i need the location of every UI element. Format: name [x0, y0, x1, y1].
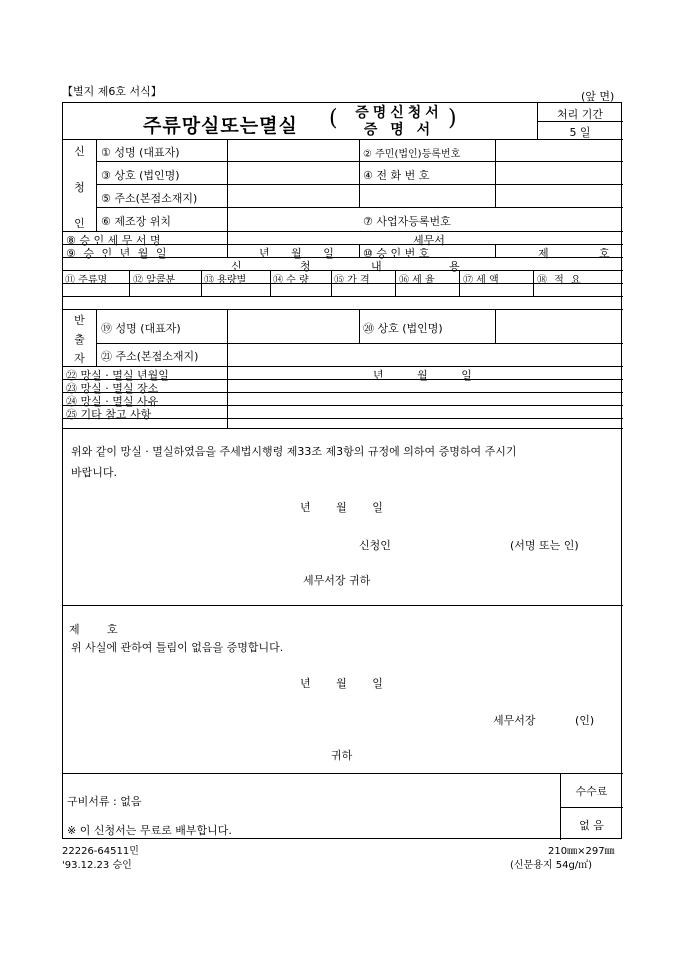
- carrier-name-label: ⑲ 성명 (대표자): [101, 322, 181, 335]
- title-option-certificate: 증 명 서: [363, 122, 435, 138]
- paper-type: (신문용지 54g/㎡): [510, 860, 593, 871]
- applicant-address-label: ⑤ 주소(본점소재지): [101, 192, 198, 205]
- loss-reason-label: ㉔ 망실 · 멸실 사유: [66, 395, 159, 408]
- form-title: 주류망실또는멸실: [143, 115, 298, 137]
- free-distribution-note: ※ 이 신청서는 무료로 배부합니다.: [67, 824, 232, 837]
- approval-no-prefix: 제: [538, 247, 549, 260]
- request-text-line2: 바랍니다.: [71, 466, 118, 479]
- details-title-char-1: 신: [231, 260, 242, 273]
- request-date: 년 월 일: [300, 501, 383, 514]
- col-capacity: ⑬ 용량별: [204, 275, 247, 286]
- form-number: 【별지 제6호 서식】: [62, 85, 162, 98]
- cert-no-prefix: 제: [69, 623, 80, 636]
- processing-period-label: 처리 기간: [556, 108, 603, 121]
- carrier-side-char-2: 출: [74, 333, 85, 346]
- request-addressee: 세무서장 귀하: [303, 574, 371, 587]
- carrier-trade-name-label: ⑳ 상호 (법인명): [363, 322, 443, 335]
- approval-date-value: 년 월 일: [259, 247, 334, 260]
- applicant-phone-label: ④ 전 화 번 호: [363, 169, 430, 182]
- page-side: (앞 면): [581, 90, 615, 103]
- cert-text: 위 사실에 관하여 틀림이 없음을 증명합니다.: [71, 641, 284, 654]
- applicant-id-label: ② 주민(법인)등록번호: [363, 149, 461, 160]
- applicant-name-label: ① 성명 (대표자): [101, 146, 180, 159]
- cert-no-suffix: 호: [107, 623, 118, 636]
- loss-place-label: ㉓ 망실 · 멸실 장소: [66, 382, 159, 395]
- details-title-char-3: 내: [371, 260, 382, 273]
- carrier-side-char-1: 반: [74, 314, 85, 327]
- carrier-side-char-3: 자: [74, 352, 85, 365]
- title-paren-close: ): [448, 106, 457, 131]
- request-signature: (서명 또는 인): [510, 539, 579, 552]
- title-paren-open: (: [329, 106, 338, 131]
- form-table: [62, 102, 622, 839]
- approval-no-suffix: 호: [599, 247, 610, 260]
- cert-issuer: 세무서장: [493, 714, 536, 727]
- applicant-side-char-2: 청: [74, 181, 85, 194]
- approval-no-label: ⑩ 승 인 번 호: [363, 247, 430, 260]
- col-remarks: ⑱ 적 요: [537, 275, 583, 286]
- approval-date-label: ⑨ 승 인 년 월 일: [66, 247, 169, 260]
- col-tax-amount: ⑰ 세 액: [463, 275, 499, 286]
- processing-period-value: 5 일: [569, 126, 591, 139]
- request-text-line1: 위와 같이 망실 · 멸실하였음을 주세법시행령 제33조 제3항의 규정에 의하여 증명하여 주시기: [71, 445, 517, 458]
- col-liquor-name: ⑪ 주류명: [65, 275, 108, 286]
- paper-size: 210㎜×297㎜: [548, 846, 615, 857]
- approval-office-unit: 세무서: [413, 234, 445, 247]
- col-tax-rate: ⑯ 세 율: [399, 275, 435, 286]
- factory-location-label: ⑥ 제조장 위치: [101, 215, 171, 228]
- fee-label: 수수료: [575, 785, 608, 798]
- carrier-address-label: ㉑ 주소(본점소재지): [101, 350, 199, 363]
- col-quantity: ⑭ 수 량: [273, 275, 309, 286]
- applicant-trade-name-label: ③ 상호 (법인명): [101, 169, 180, 182]
- request-applicant-label: 신청인: [359, 539, 391, 552]
- cert-date: 년 월 일: [300, 677, 383, 690]
- loss-date-value: 년 월 일: [373, 369, 472, 382]
- other-notes-label: ㉕ 기타 참고 사항: [66, 408, 152, 421]
- cert-addressee: 귀하: [331, 749, 353, 762]
- loss-date-label: ㉒ 망실 · 멸실 년월일: [66, 369, 169, 382]
- form-code: 22226-64511민: [62, 846, 139, 857]
- business-reg-no-label: ⑦ 사업자등록번호: [363, 215, 451, 228]
- details-title-char-4: 용: [449, 260, 460, 273]
- details-title-char-2: 청: [300, 260, 311, 273]
- form-approval-date: '93.12.23 승인: [62, 860, 132, 871]
- title-option-application: 증명신청서: [355, 105, 443, 121]
- fee-value: 없 음: [579, 819, 604, 832]
- col-alcohol: ⑫ 알콜분: [133, 275, 176, 286]
- applicant-side-char-1: 신: [74, 145, 85, 158]
- required-docs: 구비서류 : 없음: [67, 795, 142, 808]
- cert-seal: (인): [575, 714, 595, 727]
- col-price: ⑮ 가 격: [334, 275, 370, 286]
- approval-office-label: ⑧ 승 인 세 무 서 명: [66, 234, 161, 247]
- applicant-side-char-3: 인: [74, 217, 85, 230]
